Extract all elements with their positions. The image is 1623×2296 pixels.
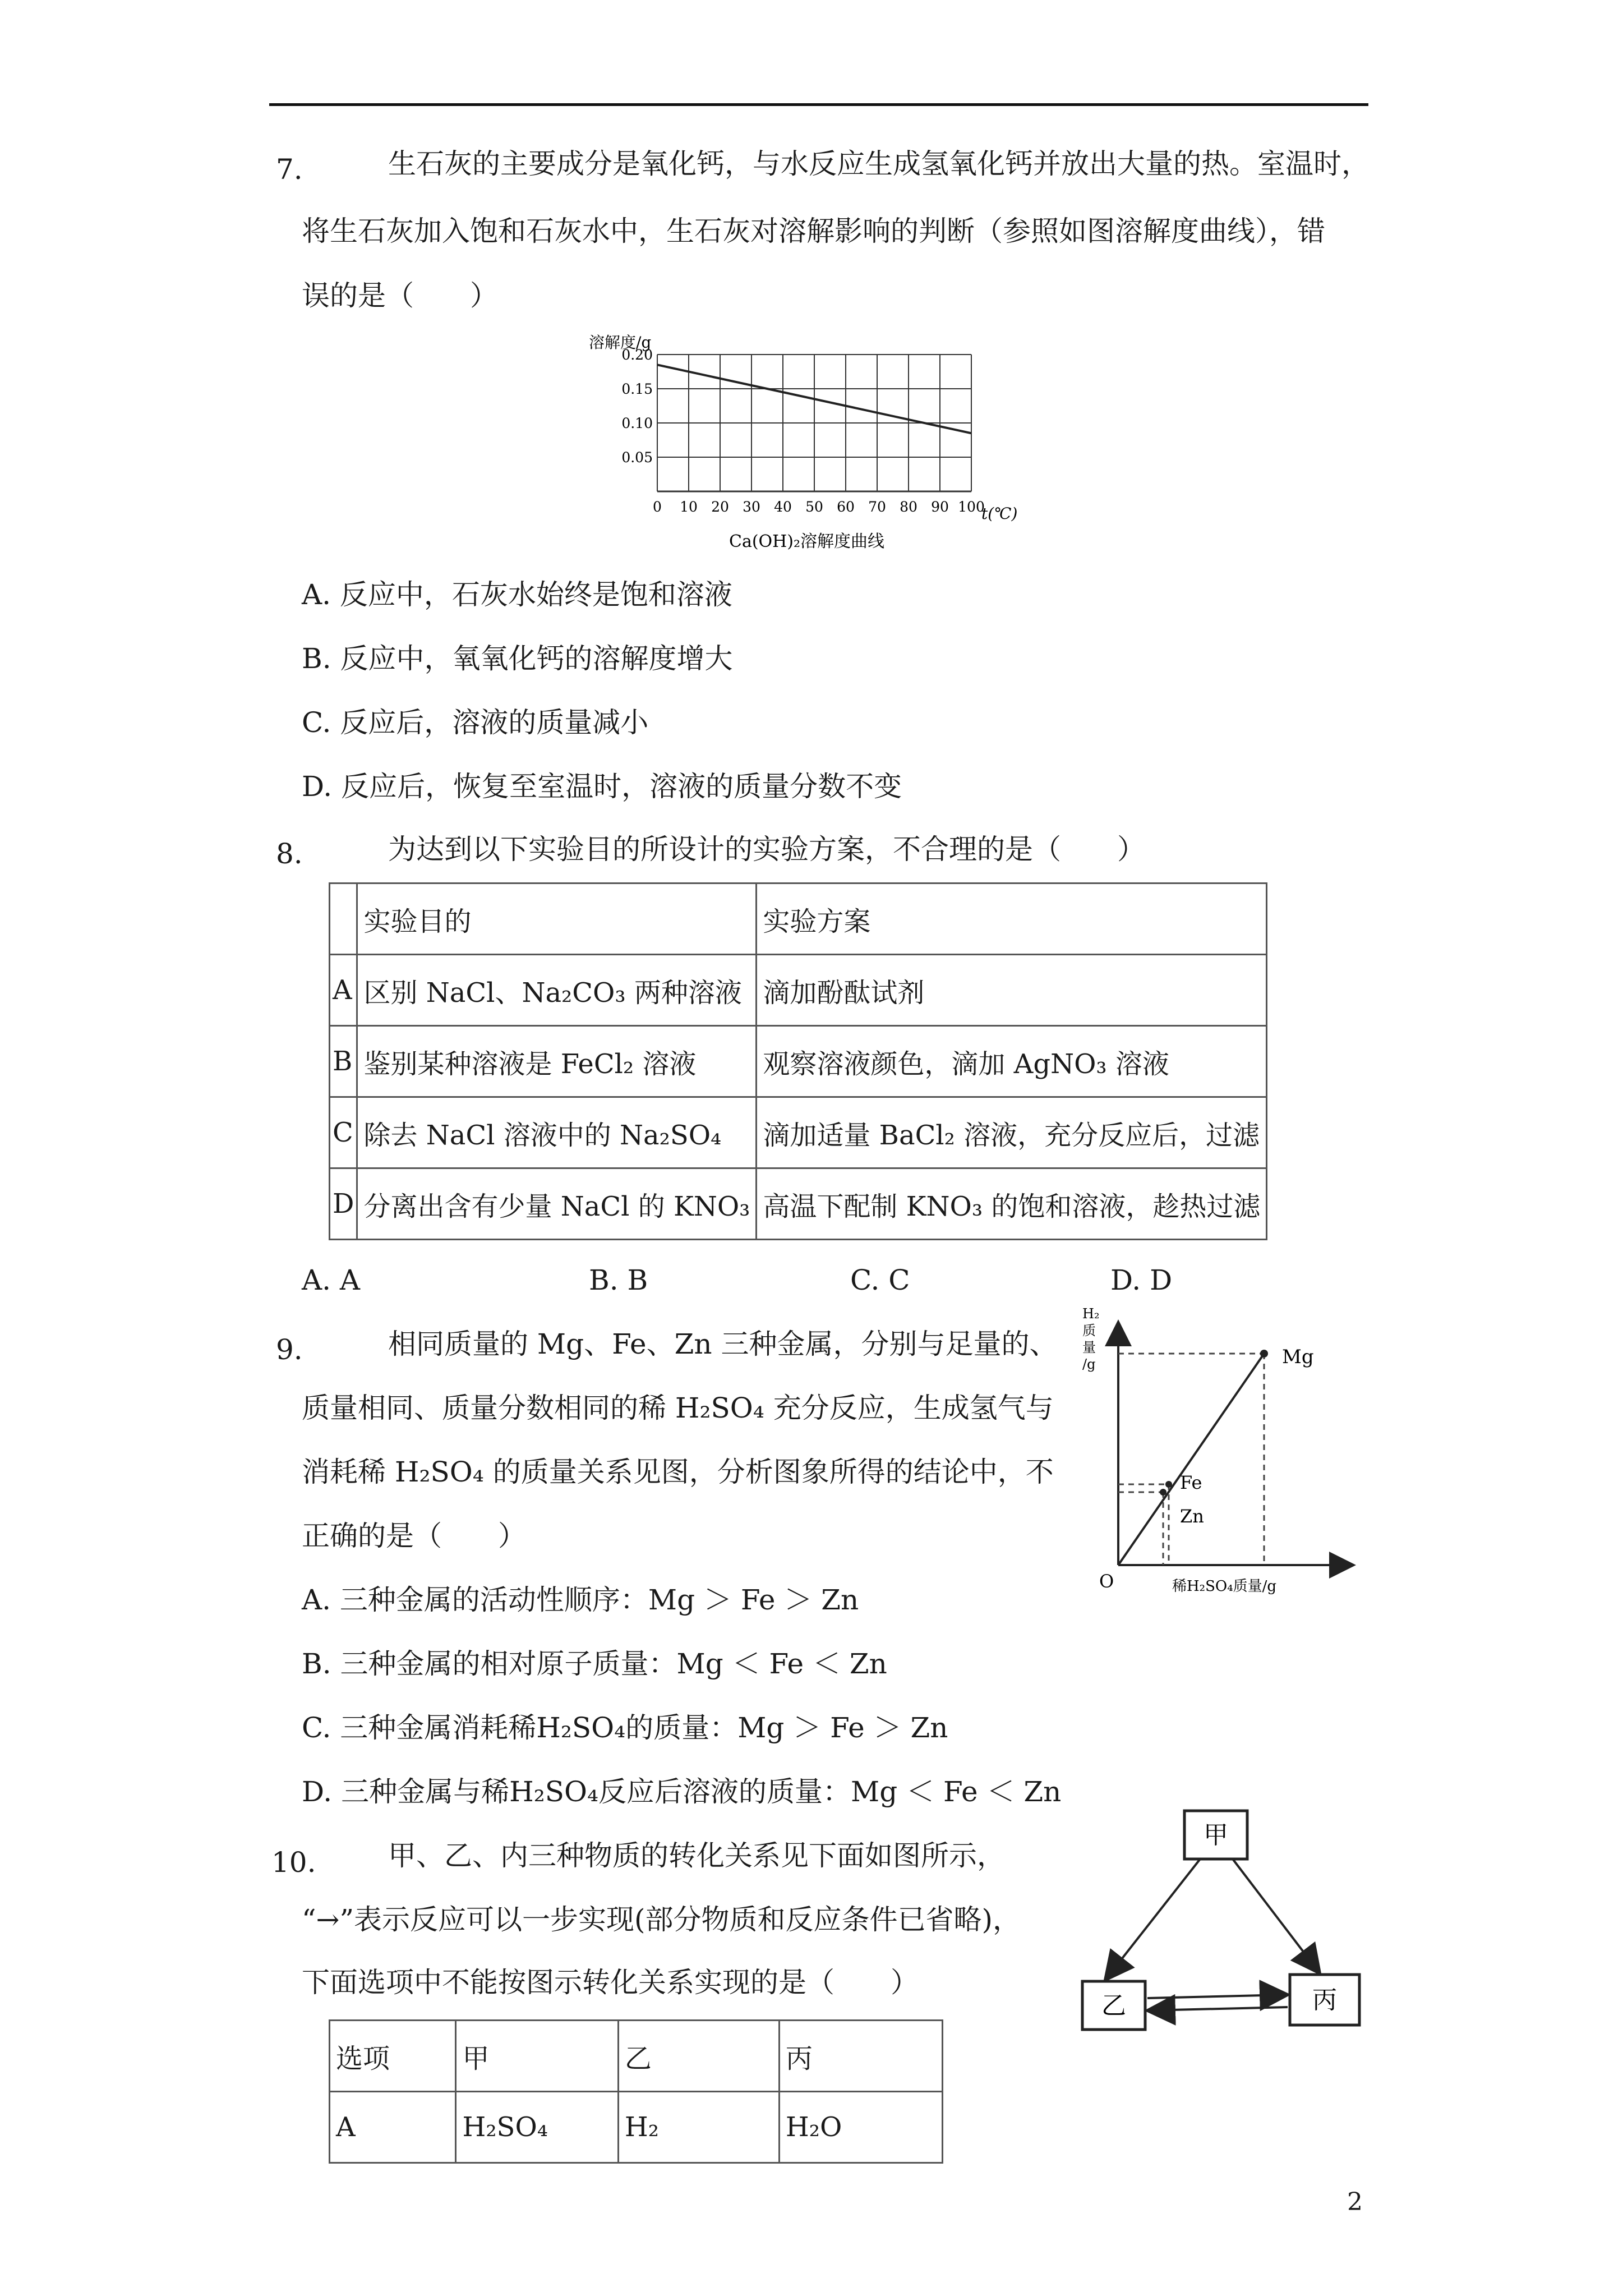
node-bing-label: 丙	[1312, 1986, 1337, 2014]
y-tick-label: 0.15	[621, 381, 653, 397]
header-cell: 甲	[456, 2021, 618, 2092]
question-text: 将生石灰加入饱和石灰水中，生石灰对溶解影响的判断（参照如图溶解度曲线），错	[302, 215, 1325, 247]
chart-ticks	[621, 347, 985, 515]
row-key: A	[330, 955, 357, 1026]
option-b[interactable]: B. 反应中，氧氧化钙的溶解度增大	[302, 642, 733, 675]
option-a[interactable]: A. 三种金属的活动性顺序：Mg ＞ Fe ＞ Zn	[302, 1584, 859, 1616]
question-text: “→”表示反应可以一步实现(部分物质和反应条件已省略)，	[302, 1903, 1021, 1936]
hydrogen-mass-graph	[1060, 1301, 1374, 1616]
origin-label: O	[1099, 1571, 1114, 1592]
y-axis-label: 溶解度/g	[589, 333, 652, 352]
x-tick-label: 0	[653, 499, 662, 515]
row-key: C	[330, 1097, 357, 1168]
y-axis-label: H₂	[1082, 1306, 1100, 1322]
option-b[interactable]: B. B	[589, 1264, 648, 1296]
option-d[interactable]: D. 反应后，恢复至室温时，溶液的质量分数不变	[302, 770, 902, 803]
header-cell: 丙	[779, 2021, 942, 2092]
table-row	[330, 2092, 943, 2163]
chart-title: Ca(OH)₂溶解度曲线	[729, 532, 885, 551]
fe-point	[1165, 1481, 1172, 1488]
node-yi-label: 乙	[1101, 1991, 1126, 2020]
zn-label: Zn	[1180, 1506, 1204, 1527]
row-key: D	[330, 1168, 357, 1240]
experiment-table	[329, 882, 1267, 1240]
table-cell: H₂O	[779, 2092, 942, 2163]
x-tick-label: 80	[900, 499, 917, 515]
question-text: 生石灰的主要成分是氧化钙，与水反应生成氢氧化钙并放出大量的热。室温时，	[388, 148, 1370, 180]
option-table	[329, 2019, 943, 2164]
table-row	[330, 1168, 1267, 1240]
y-tick-label: 0.20	[621, 347, 653, 363]
question-number: 10.	[271, 1846, 316, 1879]
y-axis-label: 质	[1082, 1323, 1096, 1338]
header-cell: 乙	[618, 2021, 779, 2092]
table-cell: 分离出含有少量 NaCl 的 KNO₃	[357, 1168, 757, 1240]
arrow-bing-yi	[1149, 2007, 1288, 2010]
x-axis-label: 稀H₂SO₄质量/g	[1172, 1578, 1277, 1595]
option-c[interactable]: C. 三种金属消耗稀H₂SO₄的质量：Mg ＞ Fe ＞ Zn	[302, 1711, 948, 1744]
option-b[interactable]: B. 三种金属的相对原子质量：Mg ＜ Fe ＜ Zn	[302, 1648, 887, 1680]
x-tick-label: 30	[743, 499, 760, 515]
mg-point	[1260, 1350, 1268, 1358]
x-axis-label: t(℃)	[981, 504, 1018, 523]
table-cell: 鉴别某种溶液是 FeCl₂ 溶液	[357, 1026, 757, 1097]
y-tick-label: 0.10	[621, 415, 653, 431]
x-tick-label: 10	[680, 499, 698, 515]
option-d[interactable]: D. 三种金属与稀H₂SO₄反应后溶液的质量：Mg ＜ Fe ＜ Zn	[302, 1775, 1062, 1808]
table-cell: 观察溶液颜色，滴加 AgNO₃ 溶液	[757, 1026, 1267, 1097]
table-header-row	[330, 884, 1267, 955]
table-cell: 区别 NaCl、Na₂CO₃ 两种溶液	[357, 955, 757, 1026]
node-jia-label: 甲	[1204, 1821, 1228, 1849]
question-text: 误的是（ ）	[302, 279, 498, 312]
solubility-chart	[583, 325, 1032, 561]
header-cell: 实验方案	[757, 884, 1267, 955]
arrow-yi-bing	[1147, 1995, 1287, 1998]
table-row	[330, 955, 1267, 1026]
page-number: 2	[1347, 2188, 1363, 2216]
table-cell: 高温下配制 KNO₃ 的饱和溶液，趁热过滤	[757, 1168, 1267, 1240]
table-header-row	[330, 2021, 943, 2092]
table-row	[330, 1097, 1267, 1168]
x-tick-label: 90	[931, 499, 949, 515]
table-cell: 滴加适量 BaCl₂ 溶液，充分反应后，过滤	[757, 1097, 1267, 1168]
y-axis-label: 量	[1082, 1340, 1096, 1355]
table-cell: 除去 NaCl 溶液中的 Na₂SO₄	[357, 1097, 757, 1168]
question-text: 消耗稀 H₂SO₄ 的质量关系见图，分析图象所得的结论中，不	[302, 1456, 1054, 1488]
option-d[interactable]: D. D	[1110, 1264, 1173, 1296]
mg-label: Mg	[1282, 1346, 1314, 1368]
question-text: 甲、乙、内三种物质的转化关系见下面如图所示，	[388, 1839, 1005, 1872]
arrow-jia-yi	[1106, 1859, 1200, 1979]
option-a[interactable]: A. 反应中，石灰水始终是饱和溶液	[302, 578, 732, 611]
x-tick-label: 20	[711, 499, 729, 515]
table-cell: A	[330, 2092, 456, 2163]
reaction-line	[1118, 1354, 1264, 1565]
zn-point	[1160, 1489, 1166, 1496]
question-text: 为达到以下实验目的所设计的实验方案，不合理的是（ ）	[388, 833, 1145, 866]
header-cell: 选项	[330, 2021, 456, 2092]
header-cell: 实验目的	[357, 884, 757, 955]
option-a[interactable]: A. A	[302, 1264, 361, 1296]
table-cell: H₂	[618, 2092, 779, 2163]
y-tick-label: 0.05	[621, 449, 653, 466]
question-text: 下面选项中不能按图示转化关系实现的是（ ）	[302, 1966, 919, 1999]
x-tick-label: 70	[868, 499, 886, 515]
fe-label: Fe	[1180, 1472, 1202, 1493]
table-row	[330, 1026, 1267, 1097]
row-key: B	[330, 1026, 357, 1097]
question-text: 相同质量的 Mg、Fe、Zn 三种金属，分别与足量的、	[388, 1328, 1058, 1360]
option-c[interactable]: C. 反应后，溶液的质量减小	[302, 706, 649, 739]
option-c[interactable]: C. C	[850, 1264, 910, 1296]
question-number: 8.	[276, 838, 303, 870]
table-cell: H₂SO₄	[456, 2092, 618, 2163]
question-number: 7.	[276, 153, 303, 186]
x-tick-label: 50	[805, 499, 823, 515]
x-tick-label: 100	[958, 499, 985, 515]
question-text: 质量相同、质量分数相同的稀 H₂SO₄ 充分反应，生成氢气与	[302, 1392, 1054, 1424]
x-tick-label: 40	[774, 499, 792, 515]
x-tick-label: 60	[837, 499, 855, 515]
question-text: 正确的是（ ）	[302, 1520, 526, 1552]
arrow-jia-bing	[1233, 1859, 1319, 1972]
question-number: 9.	[276, 1333, 303, 1366]
header-rule	[269, 103, 1368, 106]
conversion-diagram	[1066, 1801, 1380, 2047]
table-cell: 滴加酚酞试剂	[757, 955, 1267, 1026]
y-axis-label: /g	[1082, 1356, 1096, 1372]
